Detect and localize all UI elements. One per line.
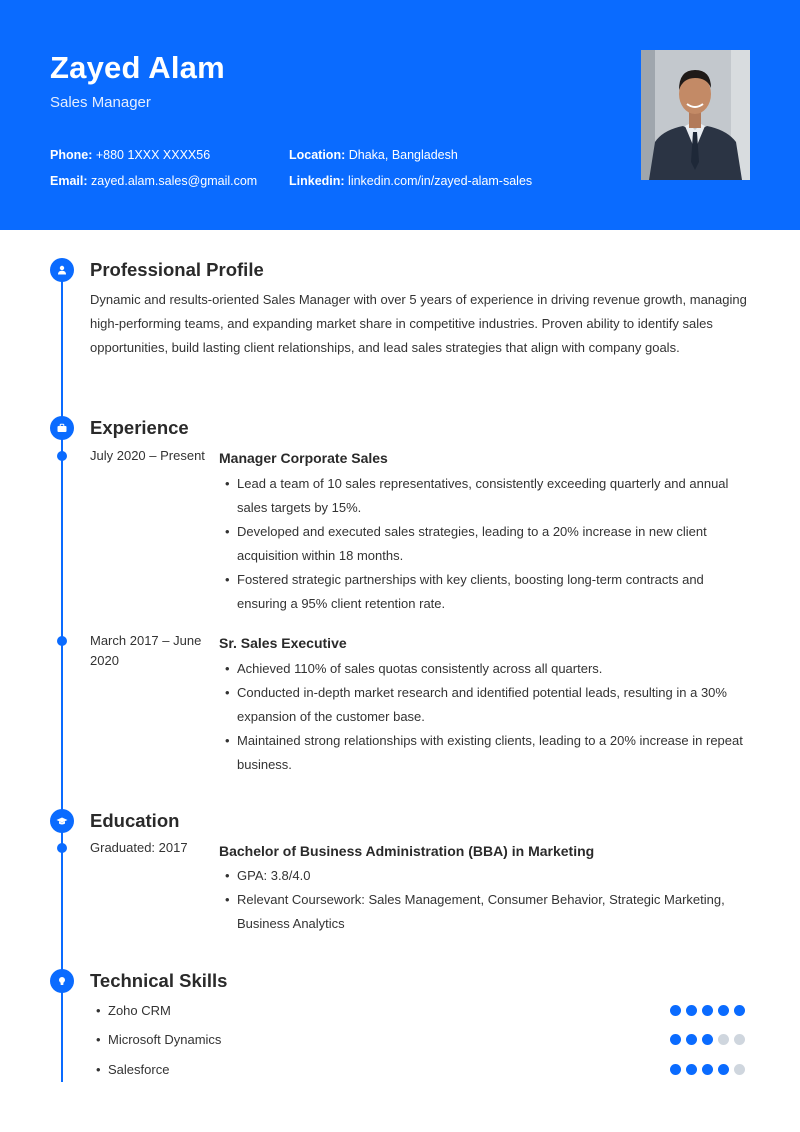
timeline-dot [57, 636, 67, 646]
timeline-line [61, 270, 63, 1082]
contact-linkedin [289, 174, 532, 188]
education-date: Graduated: 2017 [90, 840, 188, 855]
skill-name: • Salesforce [90, 1062, 169, 1077]
briefcase-icon [50, 416, 74, 440]
list-item: • Achieved 110% of sales quotas consistently across all quarters. [219, 657, 754, 681]
linkedin-label: Linkedin: [289, 174, 345, 188]
skill-name: • Zoho CRM [90, 1003, 171, 1018]
list-item: • Developed and executed sales strategies, leading to a 20% increase in new client acquisition within 18 months. [219, 520, 754, 568]
location-value: Dhaka, Bangladesh [348, 148, 458, 162]
lightbulb-icon [50, 969, 74, 993]
rating-dot-filled [670, 1034, 681, 1045]
skill-name: • Microsoft Dynamics [90, 1032, 221, 1047]
job-title: Sr. Sales Executive [219, 635, 347, 651]
graduation-cap-icon [50, 809, 74, 833]
rating-dot-filled [670, 1064, 681, 1075]
candidate-name: Zayed Alam [50, 50, 225, 85]
contact-phone [50, 148, 210, 162]
email-value[interactable]: zayed.alam.sales@gmail.com [91, 174, 258, 188]
linkedin-value[interactable]: linkedin.com/in/zayed-alam-sales [348, 174, 533, 188]
list-item: • Maintained strong relationships with existing clients, leading to a 20% increase in repeat business. [219, 729, 754, 777]
rating-dot-empty [734, 1034, 745, 1045]
rating-dot-filled [702, 1064, 713, 1075]
list-item: • Relevant Coursework: Sales Management, Consumer Behavior, Strategic Marketing, Business Analytics [219, 888, 754, 936]
list-item: • Conducted in-depth market research and identified potential leads, resulting in a 30% expansion of the customer base. [219, 681, 754, 729]
rating-dot-filled [702, 1005, 713, 1016]
section-title-experience: Experience [90, 417, 189, 438]
timeline-dot [57, 843, 67, 853]
rating-dot-filled [686, 1064, 697, 1075]
job-date: July 2020 – Present [90, 448, 205, 463]
skill-rating [670, 1064, 745, 1075]
candidate-role: Sales Manager [50, 94, 151, 111]
rating-dot-filled [686, 1005, 697, 1016]
contact-email [50, 174, 257, 188]
email-label: Email: [50, 174, 88, 188]
rating-dot-filled [702, 1034, 713, 1045]
skill-rating [670, 1034, 745, 1045]
contact-location [289, 148, 458, 162]
phone-label: Phone: [50, 148, 93, 162]
section-title-education: Education [90, 810, 180, 831]
section-title-skills: Technical Skills [90, 970, 228, 991]
rating-dot-filled [734, 1005, 745, 1016]
rating-dot-filled [718, 1064, 729, 1075]
resume-header [0, 0, 800, 230]
rating-dot-filled [686, 1034, 697, 1045]
list-item: • GPA: 3.8/4.0 [219, 864, 754, 888]
profile-photo [641, 50, 750, 180]
timeline-dot [57, 451, 67, 461]
job-bullets [219, 472, 754, 616]
degree-title: Bachelor of Business Administration (BBA) in Marketing [219, 843, 595, 859]
job-bullets [219, 657, 754, 777]
phone-value: +880 1XXX XXXX56 [95, 148, 211, 162]
list-item: • Fostered strategic partnerships with key clients, boosting long-term contracts and ensuring a 95% client retention rate. [219, 568, 754, 616]
rating-dot-filled [718, 1005, 729, 1016]
profile-summary: Dynamic and results-oriented Sales Manager with over 5 years of experience in driving revenue growth, managing high-performing teams, and expanding market share in competitive industries. Proven ability to identify sales opportunities, build lasting client relationships, and lead sales strategies that align with company goals. [90, 292, 747, 355]
location-label: Location: [289, 148, 346, 162]
rating-dot-empty [718, 1034, 729, 1045]
list-item: • Lead a team of 10 sales representatives, consistently exceeding quarterly and annual sales targets by 15%. [219, 472, 754, 520]
section-title-profile: Professional Profile [90, 259, 264, 280]
skill-rating [670, 1005, 745, 1016]
job-title: Manager Corporate Sales [219, 450, 388, 466]
rating-dot-empty [734, 1064, 745, 1075]
education-bullets [219, 864, 754, 936]
user-icon [50, 258, 74, 282]
rating-dot-filled [670, 1005, 681, 1016]
job-date: March 2017 – June 2020 [90, 633, 202, 668]
